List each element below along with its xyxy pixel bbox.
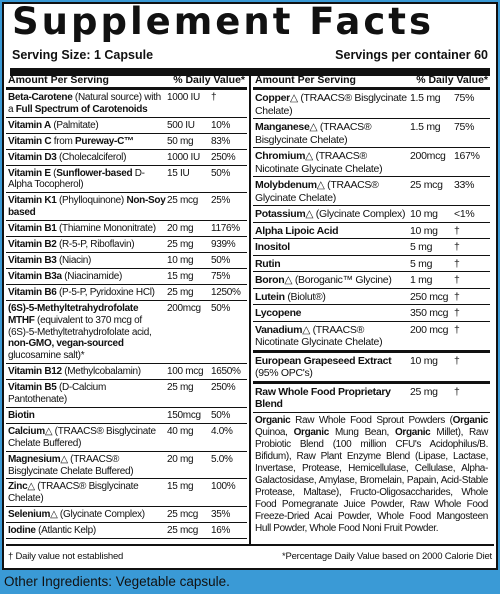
nutrient-daily-value: † — [454, 257, 460, 270]
nutrient-daily-value: 1650% — [211, 366, 241, 378]
serving-size: Serving Size: 1 Capsule — [12, 48, 154, 62]
nutrient-note: (Biolut®) — [284, 290, 326, 303]
nutrient-amount: 1.5 mg — [410, 92, 441, 104]
nutrient-amount: 25 mg — [167, 382, 194, 394]
nutrient-amount: 15 mg — [167, 270, 194, 282]
nutrient-amount: 10 mg — [410, 354, 438, 367]
nutrient-daily-value: † — [454, 354, 460, 367]
blend-text-4: Millet), Raw Probiotic Blend (100 million CFU's Acidophilus/B. Bifidum), Raw Plant Enzyme Blend (Lipase, Lactase, Invertase, Protease, Hemicellulase, Cellulase, Alpha- Galactosidase, Amylase, Bromelain, Papain, Acid-Stable Protease, Maltase), Fructo-Oligosaccharides, Whole Food Pomegranate Juice Powder, Raw Whole Food Freeze-Dried Acai Powder, Whole Food Mangosteen Hull Powder, Whole Food Noni Fruit Powder. — [255, 426, 488, 534]
nutrient-amount: 25 mcg — [167, 509, 198, 521]
nutrient-label: Beta-Carotene — [8, 92, 73, 103]
nutrient-note: (R-5-P, Riboflavin) — [56, 239, 135, 251]
nutrient-amount: 25 mcg — [410, 179, 443, 191]
nutrient-label: Vitamin B12 — [8, 366, 62, 378]
nutrient-name — [255, 241, 410, 254]
nutrient-amount: 20 mg — [167, 453, 194, 465]
nutrient-daily-value: 250% — [211, 382, 236, 394]
nutrient-name — [8, 303, 167, 363]
left-nutrient-row — [6, 134, 247, 150]
nutrient-note: (Methylcobalamin) — [61, 366, 141, 378]
nutrient-daily-value: 50% — [211, 167, 231, 179]
nutrient-daily-value: 75% — [211, 270, 231, 282]
left-nutrient-row — [6, 237, 247, 253]
nutrient-amount: 500 IU — [167, 119, 195, 131]
nutrient-label: Vitamin C — [8, 135, 52, 147]
nutrient-name — [255, 150, 410, 175]
nutrient-daily-value: 16% — [211, 525, 231, 537]
nutrient-name — [8, 168, 167, 192]
nutrient-name — [8, 92, 167, 116]
nutrient-note: (Niacinamide) — [61, 270, 123, 282]
nutrient-daily-value: 167% — [454, 150, 480, 162]
nutrient-name — [8, 382, 167, 406]
nutrient-label: Vitamin B3a — [8, 270, 62, 282]
right-nutrient-row — [253, 223, 490, 240]
nutrient-label: Vitamin B1 — [8, 223, 57, 235]
nutrient-daily-value: 100% — [211, 481, 236, 493]
nutrient-name — [255, 324, 410, 349]
left-nutrient-row — [6, 221, 247, 237]
nutrient-note: △ (TRAACS® Bisglycinate Chelate Buffered) — [8, 453, 134, 477]
left-nutrient-row — [6, 364, 247, 380]
nutrient-note: D-Alpha Tocopherol) — [8, 167, 145, 191]
left-nutrient-row — [6, 408, 247, 424]
nutrient-name — [8, 195, 167, 219]
daily-value-label: % Daily Value* — [416, 73, 488, 86]
nutrient-name — [8, 136, 167, 148]
footnote-calorie-diet: *Percentage Daily Value based on 2000 Calorie Diet — [281, 551, 492, 562]
nutrient-name — [8, 287, 167, 299]
nutrient-amount: 350 mcg — [410, 307, 449, 319]
nutrient-daily-value: 75% — [454, 92, 475, 104]
nutrient-emphasis: Non-Soy based — [8, 195, 166, 219]
nutrient-note: (Atlantic Kelp) — [35, 525, 96, 537]
nutrient-name — [255, 274, 410, 287]
nutrient-name — [255, 291, 410, 304]
nutrient-label: Vitamin D3 — [8, 151, 57, 163]
nutrient-amount: 20 mg — [167, 223, 194, 235]
nutrient-daily-value: † — [454, 323, 460, 336]
nutrient-label: Vitamin K1 — [8, 195, 57, 207]
nutrient-name — [255, 179, 410, 204]
blend-text-2: Quinoa, — [255, 426, 294, 438]
nutrient-note: (Palmitate) — [50, 119, 99, 131]
nutrient-daily-value: † — [454, 224, 460, 237]
nutrient-daily-value: 5.0% — [211, 453, 233, 465]
nutrient-daily-value: 50% — [211, 254, 231, 266]
nutrient-label: (6S)-5-Methyltetrahydrofolate MTHF — [8, 302, 139, 326]
nutrient-name — [255, 208, 410, 221]
nutrient-daily-value: 1250% — [211, 286, 241, 298]
right-column — [253, 72, 490, 537]
nutrient-daily-value: 50% — [211, 302, 231, 314]
nutrient-note: glucosamine salt)* — [8, 350, 85, 362]
nutrient-daily-value: 939% — [211, 239, 236, 251]
right-nutrient-row — [253, 239, 490, 256]
nutrient-name — [255, 92, 410, 117]
nutrient-daily-value: † — [454, 385, 460, 398]
nutrient-amount: 1000 IU — [167, 151, 200, 163]
nutrient-label: Calcium — [8, 425, 45, 437]
left-nutrient-row — [6, 90, 247, 118]
right-nutrient-row — [253, 148, 490, 177]
nutrient-note: (Niacin) — [56, 254, 92, 266]
nutrient-note: △ (TRAACS® Bisglycinate Chelate Buffered) — [8, 425, 156, 449]
nutrient-label: Alpha Lipoic Acid — [255, 224, 339, 237]
left-nutrient-row — [6, 150, 247, 166]
nutrient-name — [8, 271, 167, 283]
nutrient-amount: 250 mcg — [410, 290, 449, 303]
left-nutrient-row — [6, 118, 247, 134]
amount-per-serving-label: Amount Per Serving — [8, 73, 109, 86]
nutrient-amount: 25 mg — [167, 286, 194, 298]
nutrient-amount: 25 mg — [410, 385, 438, 398]
nutrient-amount: 10 mg — [167, 254, 194, 266]
nutrient-amount: 10 mg — [410, 224, 438, 237]
nutrient-daily-value: 50% — [211, 409, 231, 421]
nutrient-note: △ (TRAACS® Bisglycinate Chelate) — [255, 92, 407, 117]
nutrient-name — [255, 258, 410, 271]
left-nutrient-list — [6, 90, 247, 539]
servings-per-container: Servings per container 60 — [335, 48, 488, 62]
right-nutrient-row — [253, 289, 490, 306]
footer-divider — [6, 544, 494, 546]
right-nutrient-row — [253, 119, 490, 148]
nutrient-name — [8, 525, 167, 537]
nutrient-amount: 1.5 mg — [410, 121, 441, 133]
nutrient-name — [255, 121, 410, 146]
nutrient-label: Copper — [255, 92, 290, 104]
left-column — [6, 72, 247, 539]
nutrient-label: Selenium — [8, 509, 51, 521]
nutrient-label: Biotin — [8, 409, 35, 421]
nutrient-amount: 50 mg — [167, 135, 194, 147]
nutrient-amount: 150mcg — [167, 409, 201, 421]
nutrient-daily-value: † — [454, 274, 460, 286]
left-nutrient-row — [6, 523, 247, 539]
nutrient-amount: 25 mcg — [167, 195, 198, 207]
nutrient-label: Vitamin B2 — [8, 239, 57, 251]
nutrient-daily-value: 25% — [211, 195, 231, 207]
right-nutrient-row — [253, 177, 490, 206]
nutrient-amount: 1000 IU — [167, 92, 200, 103]
nutrient-daily-value: 250% — [211, 151, 236, 163]
nutrient-amount: 5 mg — [410, 257, 433, 270]
nutrient-name — [8, 481, 167, 505]
nutrient-name — [255, 307, 410, 320]
nutrient-label: Manganese — [255, 121, 310, 133]
right-nutrient-row — [253, 272, 490, 289]
nutrient-daily-value: † — [211, 92, 217, 103]
nutrient-daily-value: 83% — [211, 135, 231, 147]
nutrient-name — [8, 120, 167, 132]
nutrient-name — [8, 454, 167, 478]
nutrient-amount: 200mcg — [410, 150, 446, 162]
nutrient-daily-value: 35% — [211, 509, 231, 521]
nutrient-note: △ (TRAACS® Bisglycinate Chelate) — [8, 481, 139, 505]
nutrient-daily-value: 10% — [211, 119, 231, 131]
nutrient-emphasis: non-GMO, vegan-sourced — [8, 338, 124, 350]
nutrient-label: Iodine — [8, 525, 36, 537]
nutrient-label: European Grapeseed Extract — [255, 354, 392, 367]
nutrient-note: (D-Calcium Pantothenate) — [8, 382, 106, 406]
left-nutrient-row — [6, 285, 247, 301]
nutrient-daily-value: † — [454, 290, 460, 303]
nutrient-note: △ (TRAACS® Bisglycinate Chelate) — [255, 121, 372, 146]
column-divider — [249, 72, 251, 544]
nutrient-label: Boron — [255, 274, 285, 286]
nutrient-daily-value: 4.0% — [211, 425, 233, 437]
nutrient-name — [255, 355, 410, 380]
footnote-daily-value: † Daily value not established — [8, 551, 124, 562]
nutrient-label: Magnesium — [8, 453, 61, 465]
nutrient-name — [8, 410, 167, 422]
nutrient-name — [8, 239, 167, 251]
nutrient-daily-value: † — [454, 241, 460, 253]
nutrient-note: △ (Boroganic™ Glycine) — [284, 274, 392, 286]
nutrient-note: (equivalent to 370 mcg of (6S)-5-Methyltetrahydrofolate acid, — [8, 314, 152, 338]
nutrient-label: Raw Whole Food Proprietary Blend — [255, 385, 391, 410]
proprietary-blend-description — [253, 413, 490, 537]
nutrient-label: Inositol — [255, 241, 290, 253]
blend-organic-4: Organic — [395, 426, 431, 438]
right-nutrient-row — [253, 322, 490, 353]
nutrient-label: Vitamin A — [8, 119, 51, 131]
left-nutrient-row — [6, 301, 247, 365]
nutrient-emphasis: Full Spectrum of Carotenoids — [15, 103, 148, 115]
nutrient-note: (P-5-P, Pyridoxine HCl) — [56, 286, 155, 298]
nutrient-daily-value: 75% — [454, 121, 475, 133]
nutrient-note: from — [51, 135, 76, 147]
right-nutrient-row — [253, 90, 490, 119]
left-nutrient-row — [6, 380, 247, 408]
left-nutrient-row — [6, 424, 247, 452]
other-ingredients: Other Ingredients: Vegetable capsule. — [4, 574, 230, 589]
nutrient-emphasis: Sunflower-based — [56, 167, 133, 179]
nutrient-amount: 100 mcg — [167, 366, 204, 378]
nutrient-label: Vanadium — [255, 323, 303, 336]
nutrient-note: (Natural source) with a — [8, 92, 161, 115]
nutrient-name — [8, 509, 167, 521]
nutrient-note: (Phylloquinone) — [56, 195, 127, 207]
amount-per-serving-label: Amount Per Serving — [255, 73, 356, 86]
left-nutrient-row — [6, 269, 247, 285]
left-nutrient-row — [6, 193, 247, 221]
left-nutrient-row — [6, 479, 247, 507]
nutrient-note: △ (Glycinate Complex) — [305, 208, 406, 220]
nutrient-label: Vitamin E — [8, 167, 51, 179]
nutrient-label: Molybdenum — [255, 179, 317, 191]
nutrient-amount: 200mcg — [167, 302, 201, 314]
nutrient-amount: 1 mg — [410, 274, 433, 286]
nutrient-daily-value: <1% — [454, 208, 475, 220]
nutrient-name — [8, 255, 167, 267]
blend-organic-1: Organic — [255, 414, 291, 426]
nutrient-name — [8, 152, 167, 164]
nutrient-label: Rutin — [255, 257, 281, 270]
nutrient-daily-value: † — [454, 307, 460, 319]
nutrient-amount: 15 IU — [167, 167, 190, 179]
nutrient-daily-value: 1176% — [211, 223, 240, 235]
blend-organic-2: Organic — [452, 414, 488, 426]
nutrient-daily-value: 33% — [454, 179, 475, 191]
nutrient-note: △ (TRAACS® Glycinate Chelate) — [255, 179, 379, 204]
left-nutrient-row — [6, 166, 247, 194]
nutrient-amount: 5 mg — [410, 241, 433, 253]
right-nutrient-row — [253, 206, 490, 223]
nutrient-label: Chromium — [255, 150, 306, 162]
right-nutrient-row — [253, 384, 490, 413]
nutrient-label: Potassium — [255, 208, 306, 220]
right-column-header — [253, 72, 490, 90]
daily-value-label: % Daily Value* — [173, 73, 245, 86]
nutrient-name — [8, 223, 167, 235]
nutrient-note: (Thiamine Mononitrate) — [56, 223, 156, 235]
blend-text-3: Mung Bean, — [328, 426, 395, 438]
nutrient-label: Zinc — [8, 481, 28, 493]
left-nutrient-row — [6, 452, 247, 480]
nutrient-emphasis: Pureway-C™ — [75, 135, 134, 147]
nutrient-name — [8, 366, 167, 378]
nutrient-amount: 15 mg — [167, 481, 194, 493]
nutrient-note: △ (TRAACS® Nicotinate Glycinate Chelate) — [255, 150, 383, 175]
right-nutrient-row — [253, 353, 490, 384]
nutrient-amount: 40 mg — [167, 425, 194, 437]
nutrient-label: Vitamin B6 — [8, 286, 57, 298]
nutrient-note: (95% OPC's) — [255, 367, 313, 379]
nutrient-note: △ (TRAACS® Nicotinate Glycinate Chelate) — [255, 323, 383, 348]
nutrient-amount: 10 mg — [410, 208, 438, 220]
nutrient-label: Vitamin B5 — [8, 382, 57, 394]
blend-text-1: Raw Whole Food Sprout Powders ( — [290, 414, 453, 426]
nutrient-name — [255, 225, 410, 238]
nutrient-amount: 200 mcg — [410, 323, 449, 336]
blend-organic-3: Organic — [293, 426, 329, 438]
nutrient-label: Lycopene — [255, 307, 302, 319]
nutrient-label: Lutein — [255, 290, 285, 303]
right-nutrient-list — [253, 90, 490, 413]
panel-title: Supplement Facts — [12, 0, 435, 43]
nutrient-name — [255, 386, 410, 411]
left-nutrient-row — [6, 507, 247, 523]
nutrient-note: △ (Glycinate Complex) — [50, 509, 145, 521]
left-nutrient-row — [6, 253, 247, 269]
left-column-header — [6, 72, 247, 90]
right-nutrient-row — [253, 256, 490, 273]
nutrient-note: (Cholecalciferol) — [56, 151, 127, 163]
nutrient-amount: 25 mcg — [167, 525, 198, 537]
nutrient-amount: 25 mg — [167, 239, 194, 251]
nutrient-name — [8, 426, 167, 450]
nutrient-label: Vitamin B3 — [8, 254, 57, 266]
nutrient-note: ( — [50, 167, 57, 179]
right-nutrient-row — [253, 305, 490, 322]
